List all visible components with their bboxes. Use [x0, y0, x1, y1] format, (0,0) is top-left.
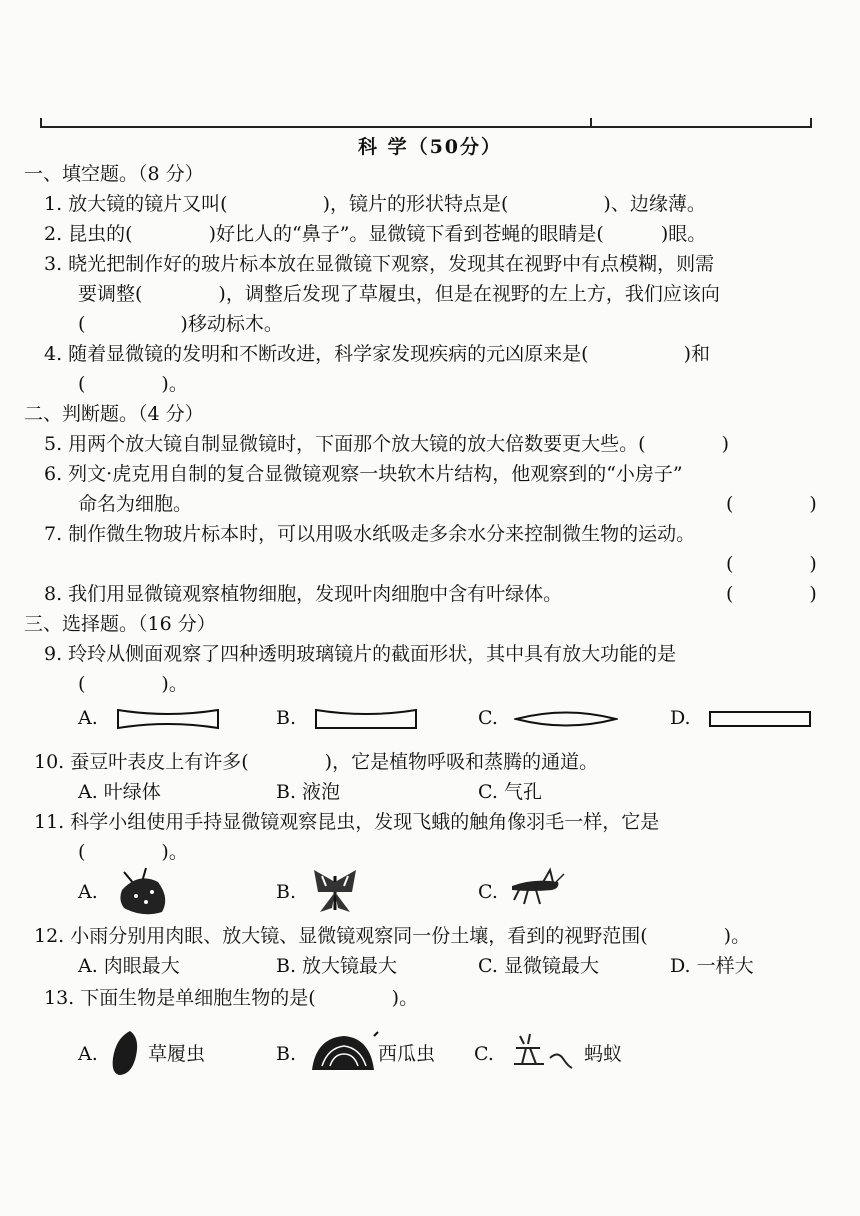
q9-option-a-label: A.	[78, 707, 98, 729]
butterfly-icon	[310, 862, 360, 918]
question-7-line-1: 7. 制作微生物玻片标本时，可以用吸水纸吸走多余水分来控制微生物的运动。	[44, 523, 696, 545]
moth-icon	[110, 862, 174, 918]
question-6-answer-paren: ( )	[726, 493, 817, 515]
header-rule	[40, 126, 812, 128]
question-12: 12. 小雨分别用肉眼、放大镜、显微镜观察同一份土壤，看到的视野范围( )。	[34, 925, 751, 947]
question-11-line-2: ( )。	[78, 841, 188, 863]
question-8: 8. 我们用显微镜观察植物细胞，发现叶肉细胞中含有叶绿体。	[44, 583, 563, 605]
q10-option-a: A. 叶绿体	[78, 781, 161, 803]
q13-option-c-name: 蚂蚁	[584, 1043, 623, 1065]
question-9-line-2: ( )。	[78, 673, 188, 695]
section-heading-true-false: 二、判断题。（4 分）	[24, 403, 204, 425]
q9-option-d-label: D.	[670, 707, 691, 729]
question-9-line-1: 9. 玲玲从侧面观察了四种透明玻璃镜片的截面形状，其中具有放大功能的是	[44, 643, 677, 665]
question-3-line-2: 要调整( )，调整后发现了草履虫，但是在视野的左上方，我们应该向	[78, 283, 720, 305]
q13-option-b-name: 西瓜虫	[378, 1043, 436, 1065]
q10-option-c: C. 气孔	[478, 781, 542, 803]
q12-option-b: B. 放大镜最大	[276, 955, 398, 977]
q12-option-d: D. 一样大	[670, 955, 754, 977]
question-6-line-2: 命名为细胞。	[78, 493, 193, 515]
question-3-line-1: 3. 晓光把制作好的玻片标本放在显微镜下观察，发现其在视野中有点模糊，则需	[44, 253, 715, 275]
q10-option-b: B. 液泡	[276, 781, 341, 803]
q11-option-b-label: B.	[276, 881, 297, 903]
grasshopper-icon	[506, 866, 566, 910]
paramecium-icon	[108, 1028, 142, 1078]
concave-lens-icon	[116, 708, 220, 730]
q9-option-c-label: C.	[478, 707, 498, 729]
section-heading-fill-blank: 一、填空题。（8 分）	[24, 163, 204, 185]
convex-lens-icon	[514, 708, 618, 730]
ant-icon	[510, 1030, 576, 1076]
pill-bug-icon	[308, 1030, 380, 1076]
page-title: 科 学（50分）	[357, 136, 503, 158]
question-3-line-3: ( )移动标木。	[78, 313, 283, 335]
header-rule-tick	[40, 118, 42, 128]
q13-option-b-label: B.	[276, 1043, 297, 1065]
q9-option-b-label: B.	[276, 707, 297, 729]
q11-option-a-label: A.	[78, 881, 98, 903]
flat-glass-icon	[708, 708, 812, 730]
question-11-line-1: 11. 科学小组使用手持显微镜观察昆虫，发现飞蛾的触角像羽毛一样，它是	[34, 811, 660, 833]
q11-option-c-label: C.	[478, 881, 498, 903]
header-rule-tick	[810, 118, 812, 128]
question-7-answer-paren: ( )	[726, 553, 817, 575]
question-10: 10. 蚕豆叶表皮上有许多( )，它是植物呼吸和蒸腾的通道。	[34, 751, 599, 773]
question-5: 5. 用两个放大镜自制显微镜时，下面那个放大镜的放大倍数要更大些。( )	[44, 433, 729, 455]
question-1: 1. 放大镜的镜片又叫( )，镜片的形状特点是( )、边缘薄。	[44, 193, 706, 215]
question-4-line-1: 4. 随着显微镜的发明和不断改进，科学家发现疾病的元凶原来是( )和	[44, 343, 710, 365]
header-rule-tick	[590, 118, 592, 128]
q12-option-c: C. 显微镜最大	[478, 955, 599, 977]
question-2: 2. 昆虫的( )好比人的“鼻子”。显微镜下看到苍蝇的眼睛是( )眼。	[44, 223, 707, 245]
section-heading-multiple-choice: 三、选择题。（16 分）	[24, 613, 216, 635]
q13-option-a-name: 草履虫	[148, 1043, 206, 1065]
question-6-line-1: 6. 列文·虎克用自制的复合显微镜观察一块软木片结构，他观察到的“小房子”	[44, 463, 683, 485]
q13-option-c-label: C.	[474, 1043, 494, 1065]
question-13: 13. 下面生物是单细胞生物的是( )。	[44, 987, 419, 1009]
question-8-answer-paren: ( )	[726, 583, 817, 605]
q12-option-a: A. 肉眼最大	[78, 955, 180, 977]
question-4-line-2: ( )。	[78, 373, 188, 395]
plano-concave-lens-icon	[314, 708, 418, 730]
q13-option-a-label: A.	[78, 1043, 98, 1065]
